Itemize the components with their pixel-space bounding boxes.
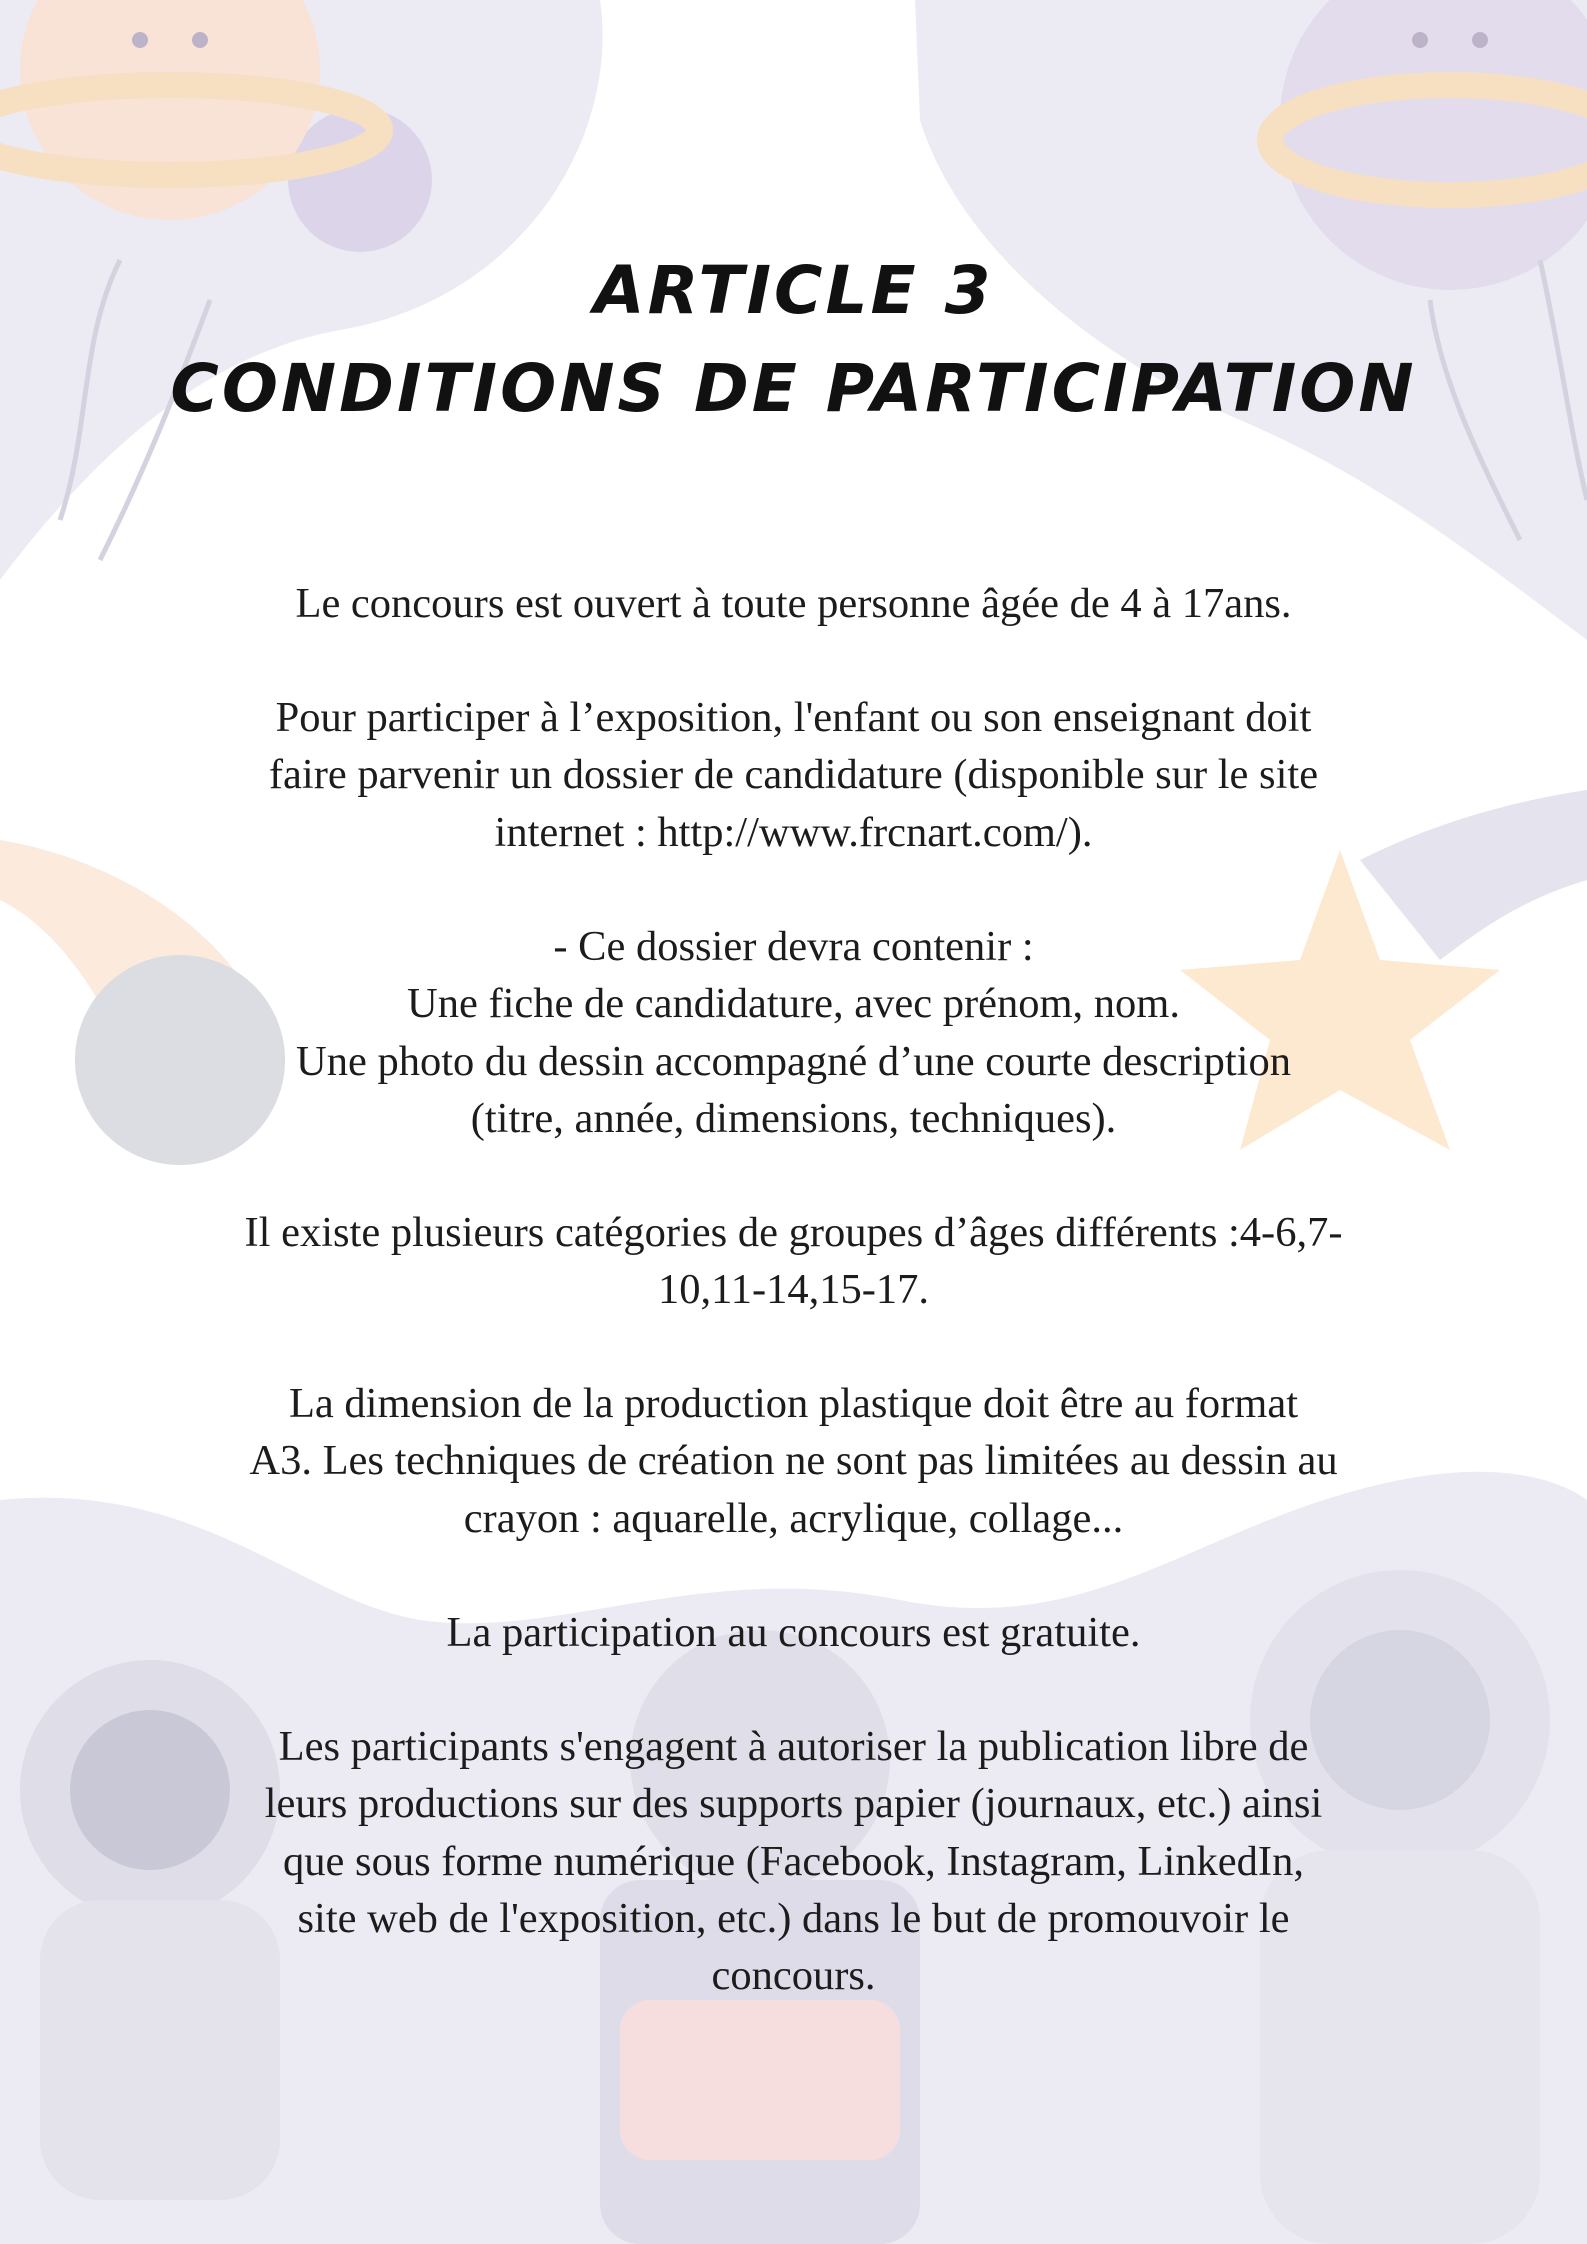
paragraph-free <box>100 1604 1487 1661</box>
paragraph-publication-rights <box>100 1718 1487 2004</box>
text-line: Le concours est ouvert à toute personne âgée de 4 à 17ans. <box>295 580 1292 627</box>
paragraph-age-categories <box>100 1204 1487 1319</box>
text-line: crayon : aquarelle, acrylique, collage... <box>463 1494 1124 1542</box>
text-line: 10,11-14,15-17. <box>657 1266 930 1314</box>
text-line: La dimension de la production plastique doit être au format <box>288 1380 1299 1427</box>
text-line: faire parvenir un dossier de candidature (disponible sur le site <box>268 751 1319 799</box>
text-line: Il existe plusieurs catégories de groupes d’âges différents :4-6,7- <box>244 1209 1343 1256</box>
text-line: Une fiche de candidature, avec prénom, nom. <box>407 980 1180 1028</box>
text-line: leurs productions sur des supports papier (journaux, etc.) ainsi <box>264 1780 1323 1828</box>
article-title-heading: CONDITIONS DE PARTICIPATION <box>170 350 1417 427</box>
text-line: Une photo du dessin accompagné d’une courte description <box>296 1037 1291 1085</box>
article-number-heading: ARTICLE 3 <box>593 252 994 329</box>
text-line: (titre, année, dimensions, techniques). <box>470 1094 1117 1142</box>
text-line: internet : http://www.frcnart.com/). <box>494 808 1093 856</box>
text-line: Pour participer à l’exposition, l'enfant ou son enseignant doit <box>275 694 1312 741</box>
text-line: concours. <box>711 1952 876 2000</box>
paragraph-dossier-contents <box>100 918 1487 1147</box>
text-line: A3. Les techniques de création ne sont pas limitées au dessin au <box>249 1437 1338 1485</box>
text-line: - Ce dossier devra contenir : <box>553 923 1034 970</box>
text-line: La participation au concours est gratuite. <box>446 1609 1141 1656</box>
text-line: que sous forme numérique (Facebook, Instagram, LinkedIn, <box>283 1837 1304 1885</box>
paragraph-format <box>100 1375 1487 1547</box>
paragraph-application <box>100 689 1487 861</box>
text-line: Les participants s'engagent à autoriser la publication libre de <box>278 1723 1309 1770</box>
text-line: site web de l'exposition, etc.) dans le but de promouvoir le <box>297 1894 1290 1942</box>
paragraph-eligibility <box>100 575 1487 632</box>
